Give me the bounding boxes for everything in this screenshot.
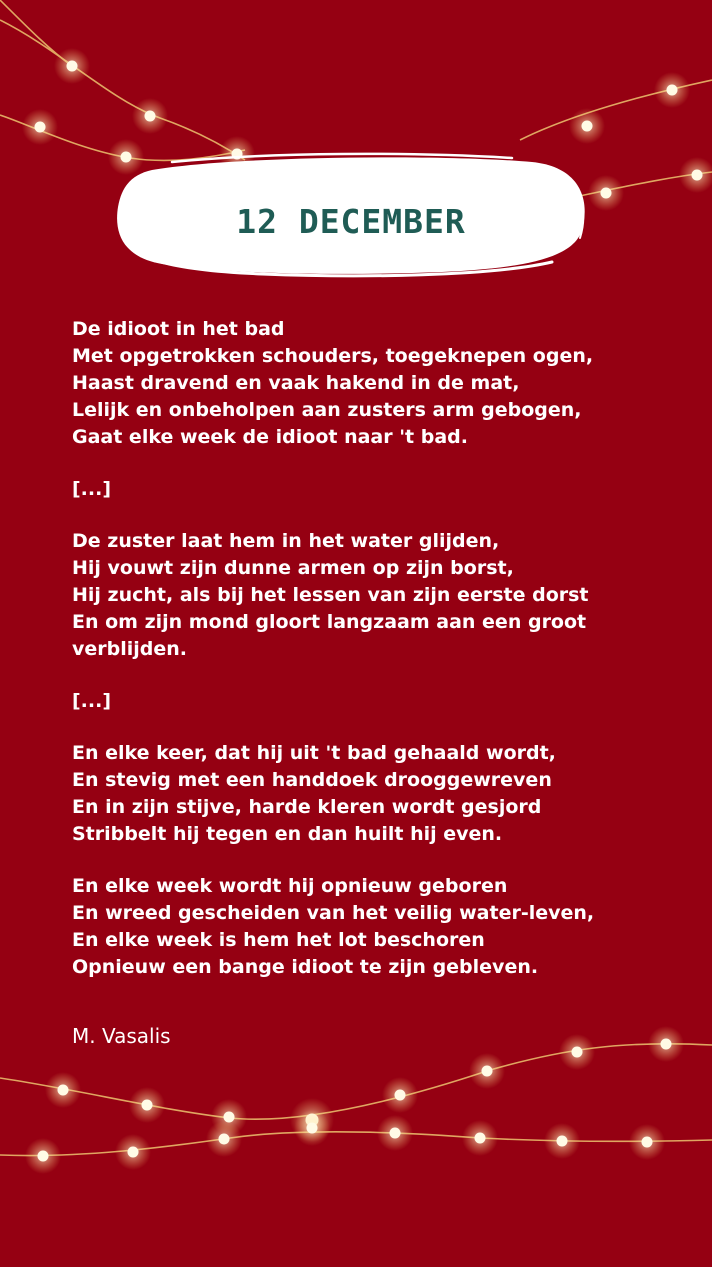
poem-stanza-1 <box>72 316 692 451</box>
poem-line: En om zijn mond gloort langzaam aan een groot <box>72 611 587 633</box>
poem-line: De zuster laat hem in het water glijden, <box>72 530 500 552</box>
poem-line: De idioot in het bad <box>72 318 285 340</box>
poem-line: En stevig met een handdoek drooggewreven <box>72 769 552 791</box>
light-bulb <box>648 1026 684 1062</box>
light-bulb <box>382 1077 418 1113</box>
poem-line: En wreed gescheiden van het veilig water-leven, <box>72 902 595 924</box>
light-bulb <box>132 98 168 134</box>
poem-line: Gaat elke week de idioot naar 't bad. <box>72 426 468 448</box>
poem-line: Opnieuw een bange idioot te zijn gebleven. <box>72 956 539 978</box>
light-bulb <box>129 1087 165 1123</box>
light-bulb <box>22 109 58 145</box>
light-bulb <box>115 1134 151 1170</box>
light-bulb <box>294 1110 330 1146</box>
page-title: 12 DECEMBER <box>236 202 466 241</box>
poem-line: verblijden. <box>72 638 188 660</box>
light-bulb <box>588 175 624 211</box>
light-bulb <box>469 1053 505 1089</box>
light-bulb <box>559 1034 595 1070</box>
bottom-light-wire-2 <box>0 1132 712 1156</box>
light-bulb <box>206 1121 242 1157</box>
light-bulb <box>25 1138 61 1174</box>
light-bulb <box>544 1123 580 1159</box>
poem-line: En elke keer, dat hij uit 't bad gehaald wordt, <box>72 742 556 764</box>
light-bulb <box>54 48 90 84</box>
light-bulb <box>569 108 605 144</box>
poem-line: Hij zucht, als bij het lessen van zijn eerste dorst <box>72 584 589 606</box>
poem-stanza-4 <box>72 873 692 981</box>
light-bulb <box>654 72 690 108</box>
poem-stanza-3 <box>72 740 692 848</box>
poem-line: En elke week is hem het lot beschoren <box>72 929 485 951</box>
poem-line: Met opgetrokken schouders, toegeknepen ogen, <box>72 345 594 367</box>
poem-body <box>72 316 692 1006</box>
poem-line: [...] <box>72 478 112 500</box>
poem-line: Haast dravend en vaak hakend in de mat, <box>72 372 520 394</box>
poem-line: Hij vouwt zijn dunne armen op zijn borst, <box>72 557 514 579</box>
light-bulb <box>679 157 712 193</box>
poem-line: En elke week wordt hij opnieuw geboren <box>72 875 508 897</box>
poem-ellipsis-2 <box>72 688 692 715</box>
poem-line: Stribbelt hij tegen en dan huilt hij even. <box>72 823 503 845</box>
light-bulb <box>377 1115 413 1151</box>
poem-author: M. Vasalis <box>72 1024 171 1048</box>
bottom-light-wire-1 <box>0 1044 712 1119</box>
light-bulb <box>45 1072 81 1108</box>
poem-line: [...] <box>72 690 112 712</box>
poem-ellipsis-1 <box>72 476 692 503</box>
poem-line: Lelijk en onbeholpen aan zusters arm gebogen, <box>72 399 582 421</box>
light-bulb <box>629 1124 665 1160</box>
poem-stanza-2 <box>72 528 692 663</box>
poem-line: En in zijn stijve, harde kleren wordt gesjord <box>72 796 542 818</box>
light-bulb <box>462 1120 498 1156</box>
